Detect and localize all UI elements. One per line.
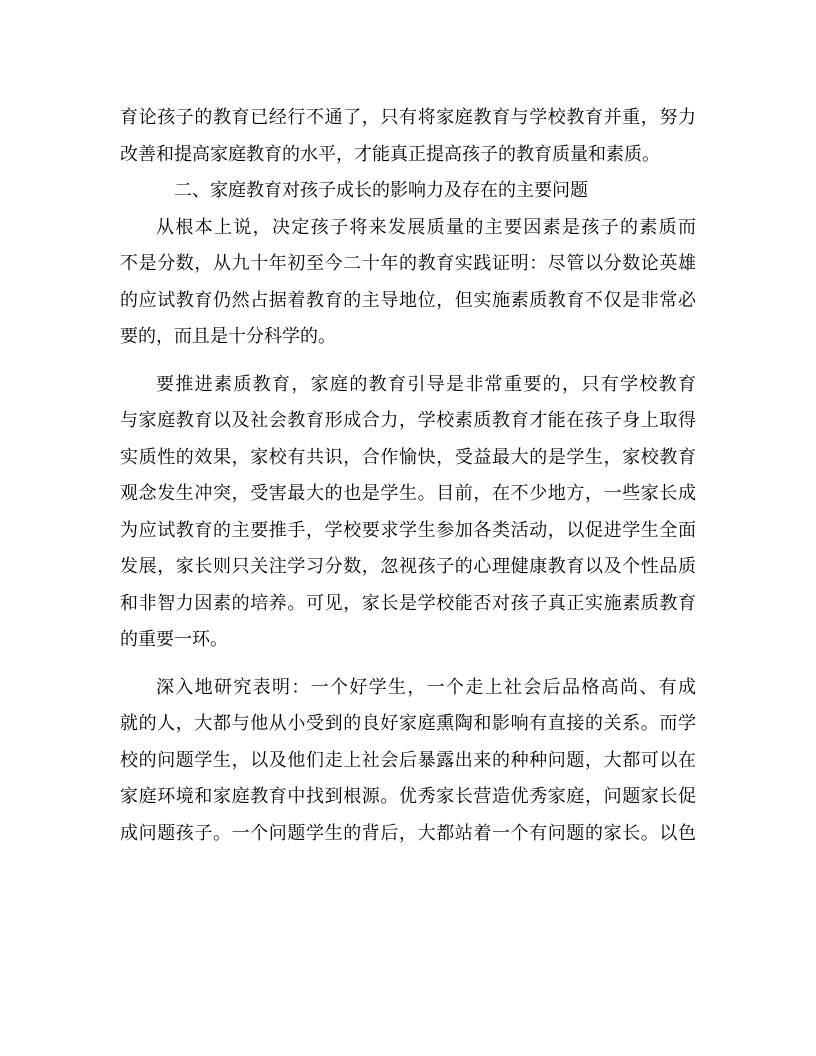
text-line: 与家庭教育以及社会教育形成合力，学校素质教育才能在孩子身上取得 [120,410,696,431]
text-line: 校的问题学生，以及他们走上社会后暴露出来的种种问题，大都可以在 [120,749,696,771]
paragraph [120,670,696,853]
text-line: 的重要一环。 [120,629,228,650]
text-line: 观念发生冲突，受害最大的也是学生。目前，在不少地方，一些家长成 [120,483,696,504]
text-line: 实质性的效果，家校有共识，合作愉快，受益最大的是学生，家校教育 [120,446,696,468]
section-heading-text: 二、家庭教育对孩子成长的影响力及存在的主要问题 [174,180,588,201]
text-line: 成问题孩子。一个问题学生的背后，大都站着一个有问题的家长。以色 [120,822,696,844]
text-line: 家庭环境和家庭教育中找到根源。优秀家长营造优秀家庭，问题家长促 [120,786,696,807]
text-line: 就的人，大都与他从小受到的良好家庭熏陶和影响有直接的关系。而学 [120,713,696,734]
section-heading [120,173,696,210]
paragraph [120,367,696,659]
text-line: 育论孩子的教育已经行不通了，只有将家庭教育与学校教育并重，努力 [120,107,696,128]
text-line: 不是分数，从九十年初至今二十年的教育实践证明：尽管以分数论英雄 [120,253,696,274]
body-text [120,100,696,852]
text-line: 要的，而且是十分科学的。 [120,326,336,347]
paragraph-continuation [120,100,696,173]
text-line: 和非智力因素的培养。可见，家长是学校能否对孩子真正实施素质教育 [120,592,696,614]
text-line: 为应试教育的主要推手，学校要求学生参加各类活动，以促进学生全面 [120,519,696,541]
paragraph-spacer [120,659,696,670]
text-line: 深入地研究表明：一个好学生，一个走上社会后品格高尚、有成 [156,676,696,698]
text-line: 改善和提高家庭教育的水平，才能真正提高孩子的教育质量和素质。 [120,143,660,165]
text-line: 发展，家长则只关注学习分数，忽视孩子的心理健康教育以及个性品质 [120,556,696,577]
text-line: 的应试教育仍然占据着教育的主导地位，但实施素质教育不仅是非常必 [120,289,696,311]
paragraph-spacer [120,356,696,367]
paragraph [120,210,696,356]
text-line: 要推进素质教育，家庭的教育引导是非常重要的，只有学校教育 [156,373,696,395]
text-line: 从根本上说，决定孩子将来发展质量的主要因素是孩子的素质而 [156,216,696,238]
